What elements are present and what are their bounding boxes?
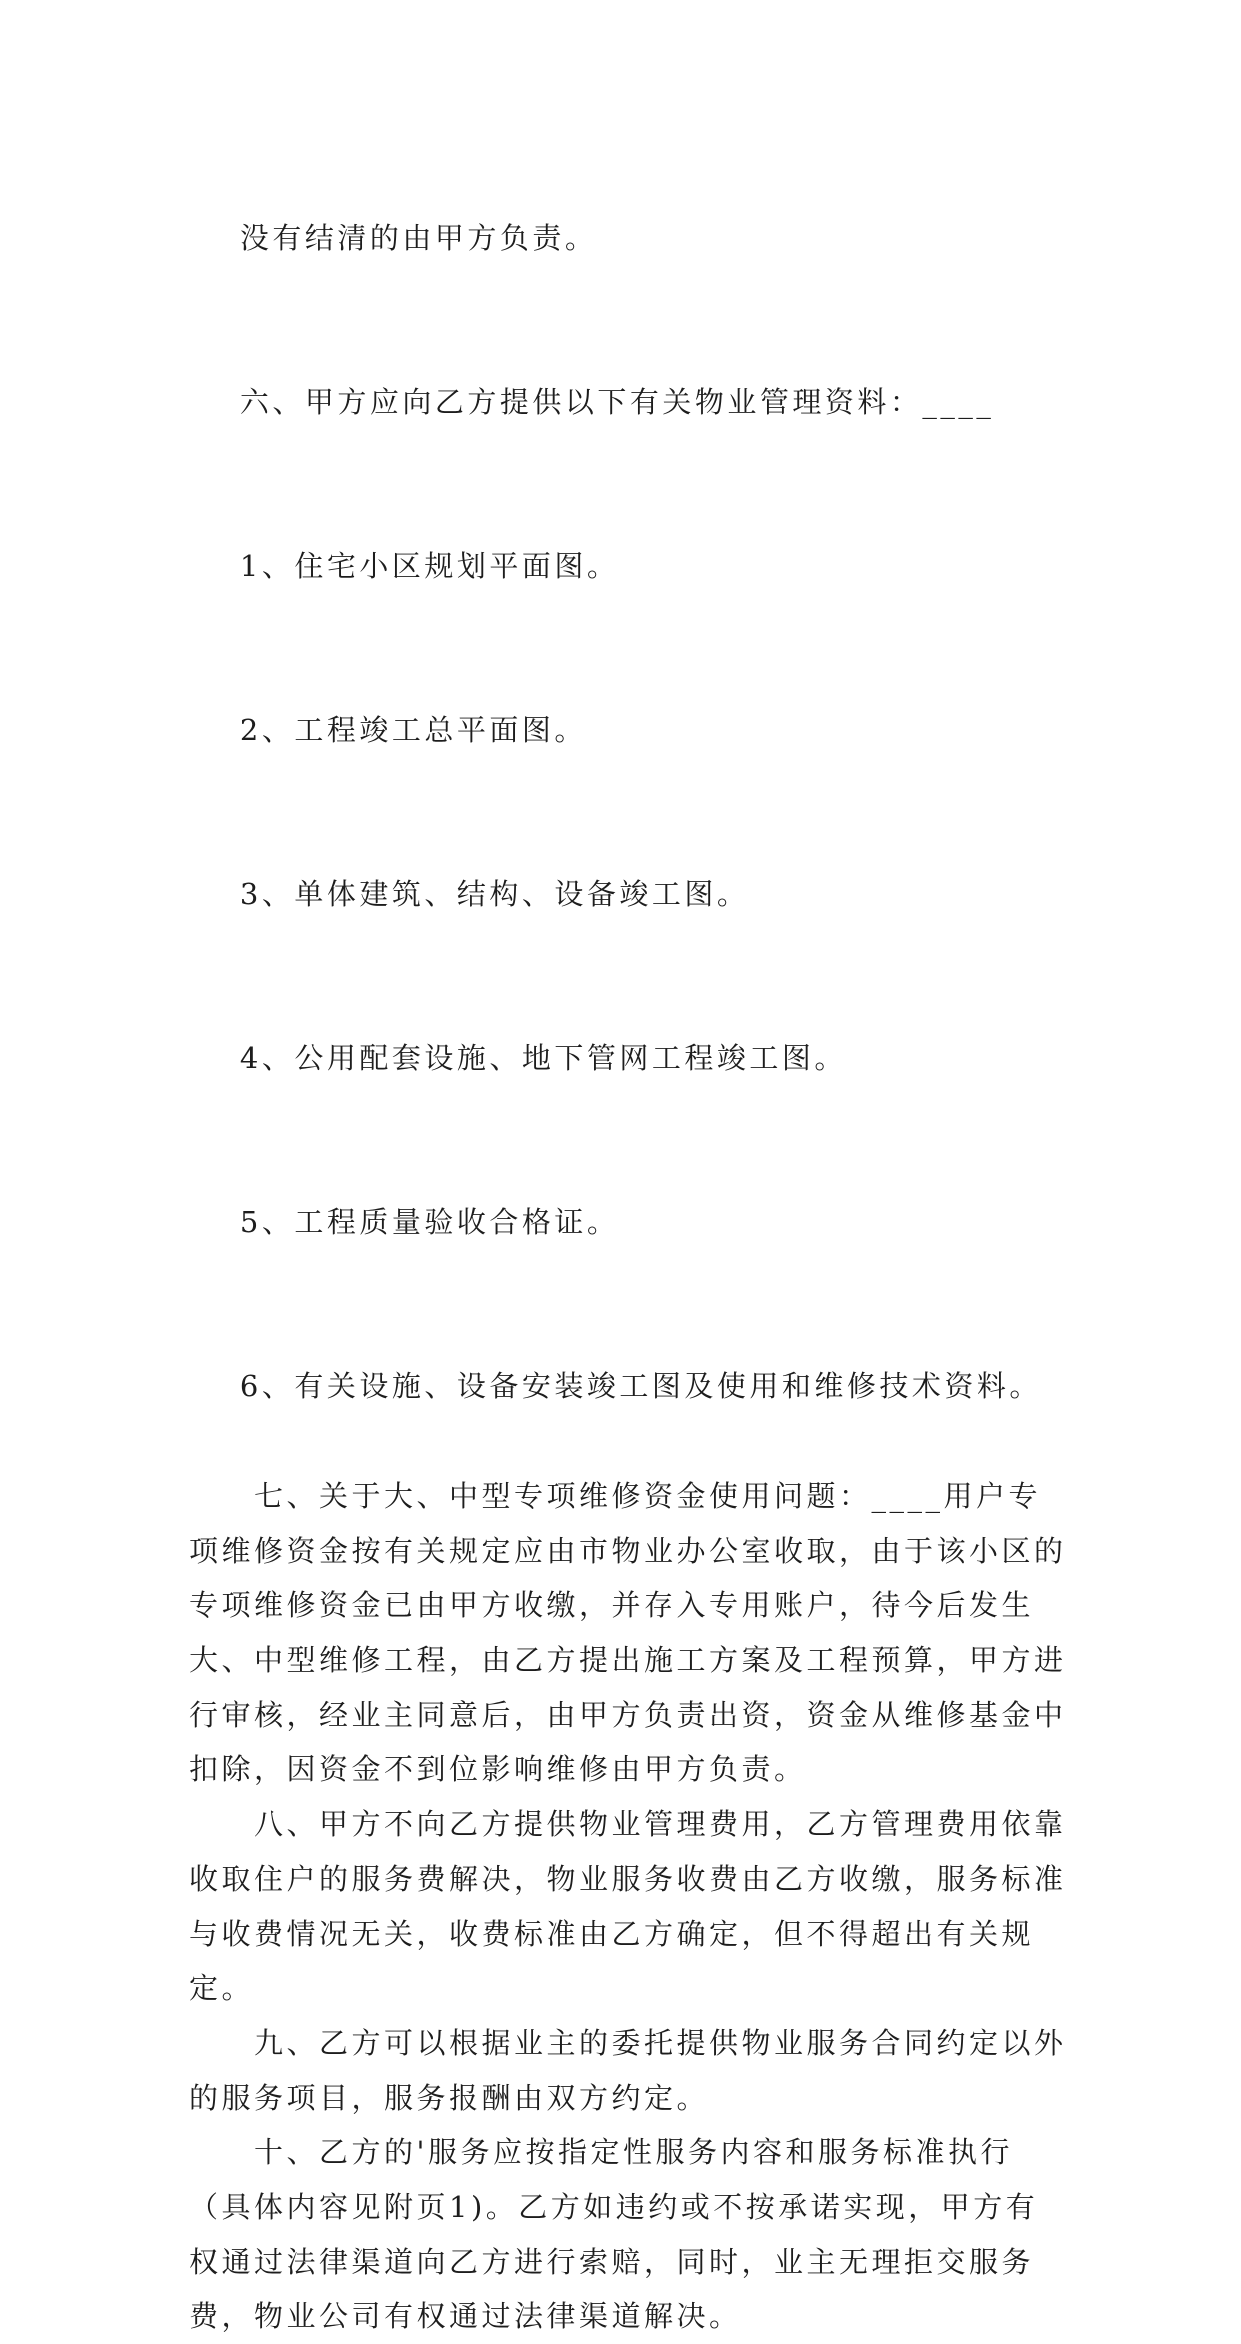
text-line: 3、单体建筑、结构、设备竣工图。 [239,877,750,912]
paragraph-clause-7 [189,1469,1069,1797]
text-line: 七、关于大、中型专项维修资金使用问题：____用户专 [254,1478,1042,1513]
text-line: 没有结清的由甲方负责。 [239,220,598,255]
text-line: 基金中扣除，因资金不到位影响维修由甲方负责。 [189,1697,1067,1787]
text-line: （具体内容见附页1)。乙方如违约或不按承诺实现，甲方有 [189,2190,1039,2225]
text-line: 1、住宅小区规划平面图。 [239,548,620,583]
list-item-3 [189,812,1069,976]
text-line: 外的服务项目，服务报酬由双方约定。 [189,2025,1067,2115]
text-line: 靠收取住户的服务费解决，物业服务收费由乙方收缴，服务 [189,1807,1067,1896]
paragraph-clause-6 [189,320,1069,484]
text-line: 的专项维修资金已由甲方收缴，并存入专用账户，待今后发 [189,1533,1067,1623]
text-line: 项维修资金按有关规定应由市物业办公室收取，由于该小区 [189,1533,1035,1568]
text-line: 九、乙方可以根据业主的委托提供物业服务合同约定以 [254,2025,1035,2060]
paragraph-clause-9 [189,2016,1069,2125]
paragraph-continued [189,156,1069,320]
text-line: 5、工程质量验收合格证。 [239,1205,620,1240]
paragraph-clause-8 [189,1797,1069,2016]
text-line: 2、工程竣工总平面图。 [239,713,587,748]
text-line: 生大、中型维修工程，由乙方提出施工方案及工程预算，甲 [189,1588,1035,1677]
list-item-4 [189,977,1069,1141]
list-item-6 [189,1305,1069,1469]
text-line: 方进行审核，经业主同意后，由甲方负责出资，资金从维修 [189,1642,1067,1732]
text-line: 关规定。 [189,1916,1035,2006]
paragraph-clause-10 [189,2125,1069,2344]
text-line: 标准与收费情况无关，收费标准由乙方确定，但不得超出有 [189,1861,1067,1951]
text-line: 权通过法律渠道向乙方进行索赔，同时，业主无理拒交服务 [189,2244,1035,2279]
list-item-5 [189,1141,1069,1305]
list-item-1 [189,484,1069,648]
text-line: 6、有关设施、设备安装竣工图及使用和维修技术资料。 [239,1369,1042,1404]
text-line: 十、乙方的'服务应按指定性服务内容和服务标准执行 [254,2135,1013,2170]
list-item-2 [189,648,1069,812]
text-line: 六、甲方应向乙方提供以下有关物业管理资料：____ [239,384,995,419]
text-line: 八、甲方不向乙方提供物业管理费用，乙方管理费用依 [254,1807,1035,1842]
document-page [189,156,1069,2344]
text-line: 4、公用配套设施、地下管网工程竣工图。 [239,1041,847,1076]
text-line: 费，物业公司有权通过法律渠道解决。 [189,2299,742,2334]
